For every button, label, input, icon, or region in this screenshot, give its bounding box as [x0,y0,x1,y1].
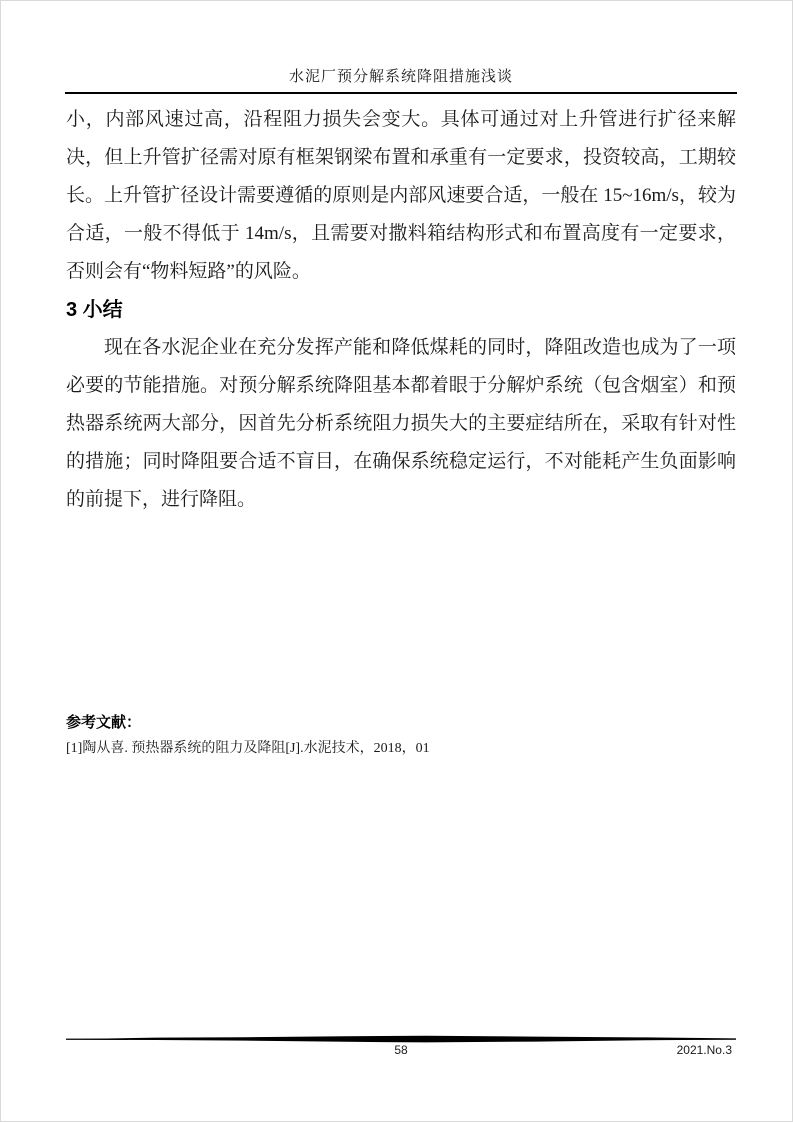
paragraph-continuation: 小，内部风速过高，沿程阻力损失会变大。具体可通过对上升管进行扩径来解决，但上升管扩径需对原有框架钢梁布置和承重有一定要求，投资较高，工期较长。上升管扩径设计需要遵循的原则是内部风速要合适，一般在 15~16m/s，较为合适，一般不得低于 14m/s，且需要对撒料箱结构形式和布置高度有一定要求，否则会有“物料短路”的风险。 [66,109,736,282]
header-rule [65,92,737,94]
reference-item: [1]陶从喜. 预热器系统的阻力及降阻[J].水泥技术，2018，01 [66,741,430,756]
summary-paragraph: 现在各水泥企业在充分发挥产能和降低煤耗的同时，降阻改造也成为了一项必要的节能措施。对预分解系统降阻基本都着眼于分解炉系统（包含烟室）和预热器系统两大部分，因首先分析系统阻力损失大的主要症结所在，采取有针对性的措施；同时降阻要合适不盲目，在确保系统稳定运行，不对能耗产生负面影响的前提下，进行降阻。 [66,337,736,510]
references-heading: 参考文献： [66,714,142,731]
references-section [66,711,736,759]
running-head-title: 水泥厂预分解系统降阻措施浅谈 [288,69,513,85]
page-number: 58 [394,1043,408,1057]
document-body [66,101,736,519]
page-footer [66,1043,736,1061]
issue-label: 2021.No.3 [676,1043,732,1057]
section-heading-summary: 3 小结 [66,299,123,321]
page-header [66,65,736,86]
